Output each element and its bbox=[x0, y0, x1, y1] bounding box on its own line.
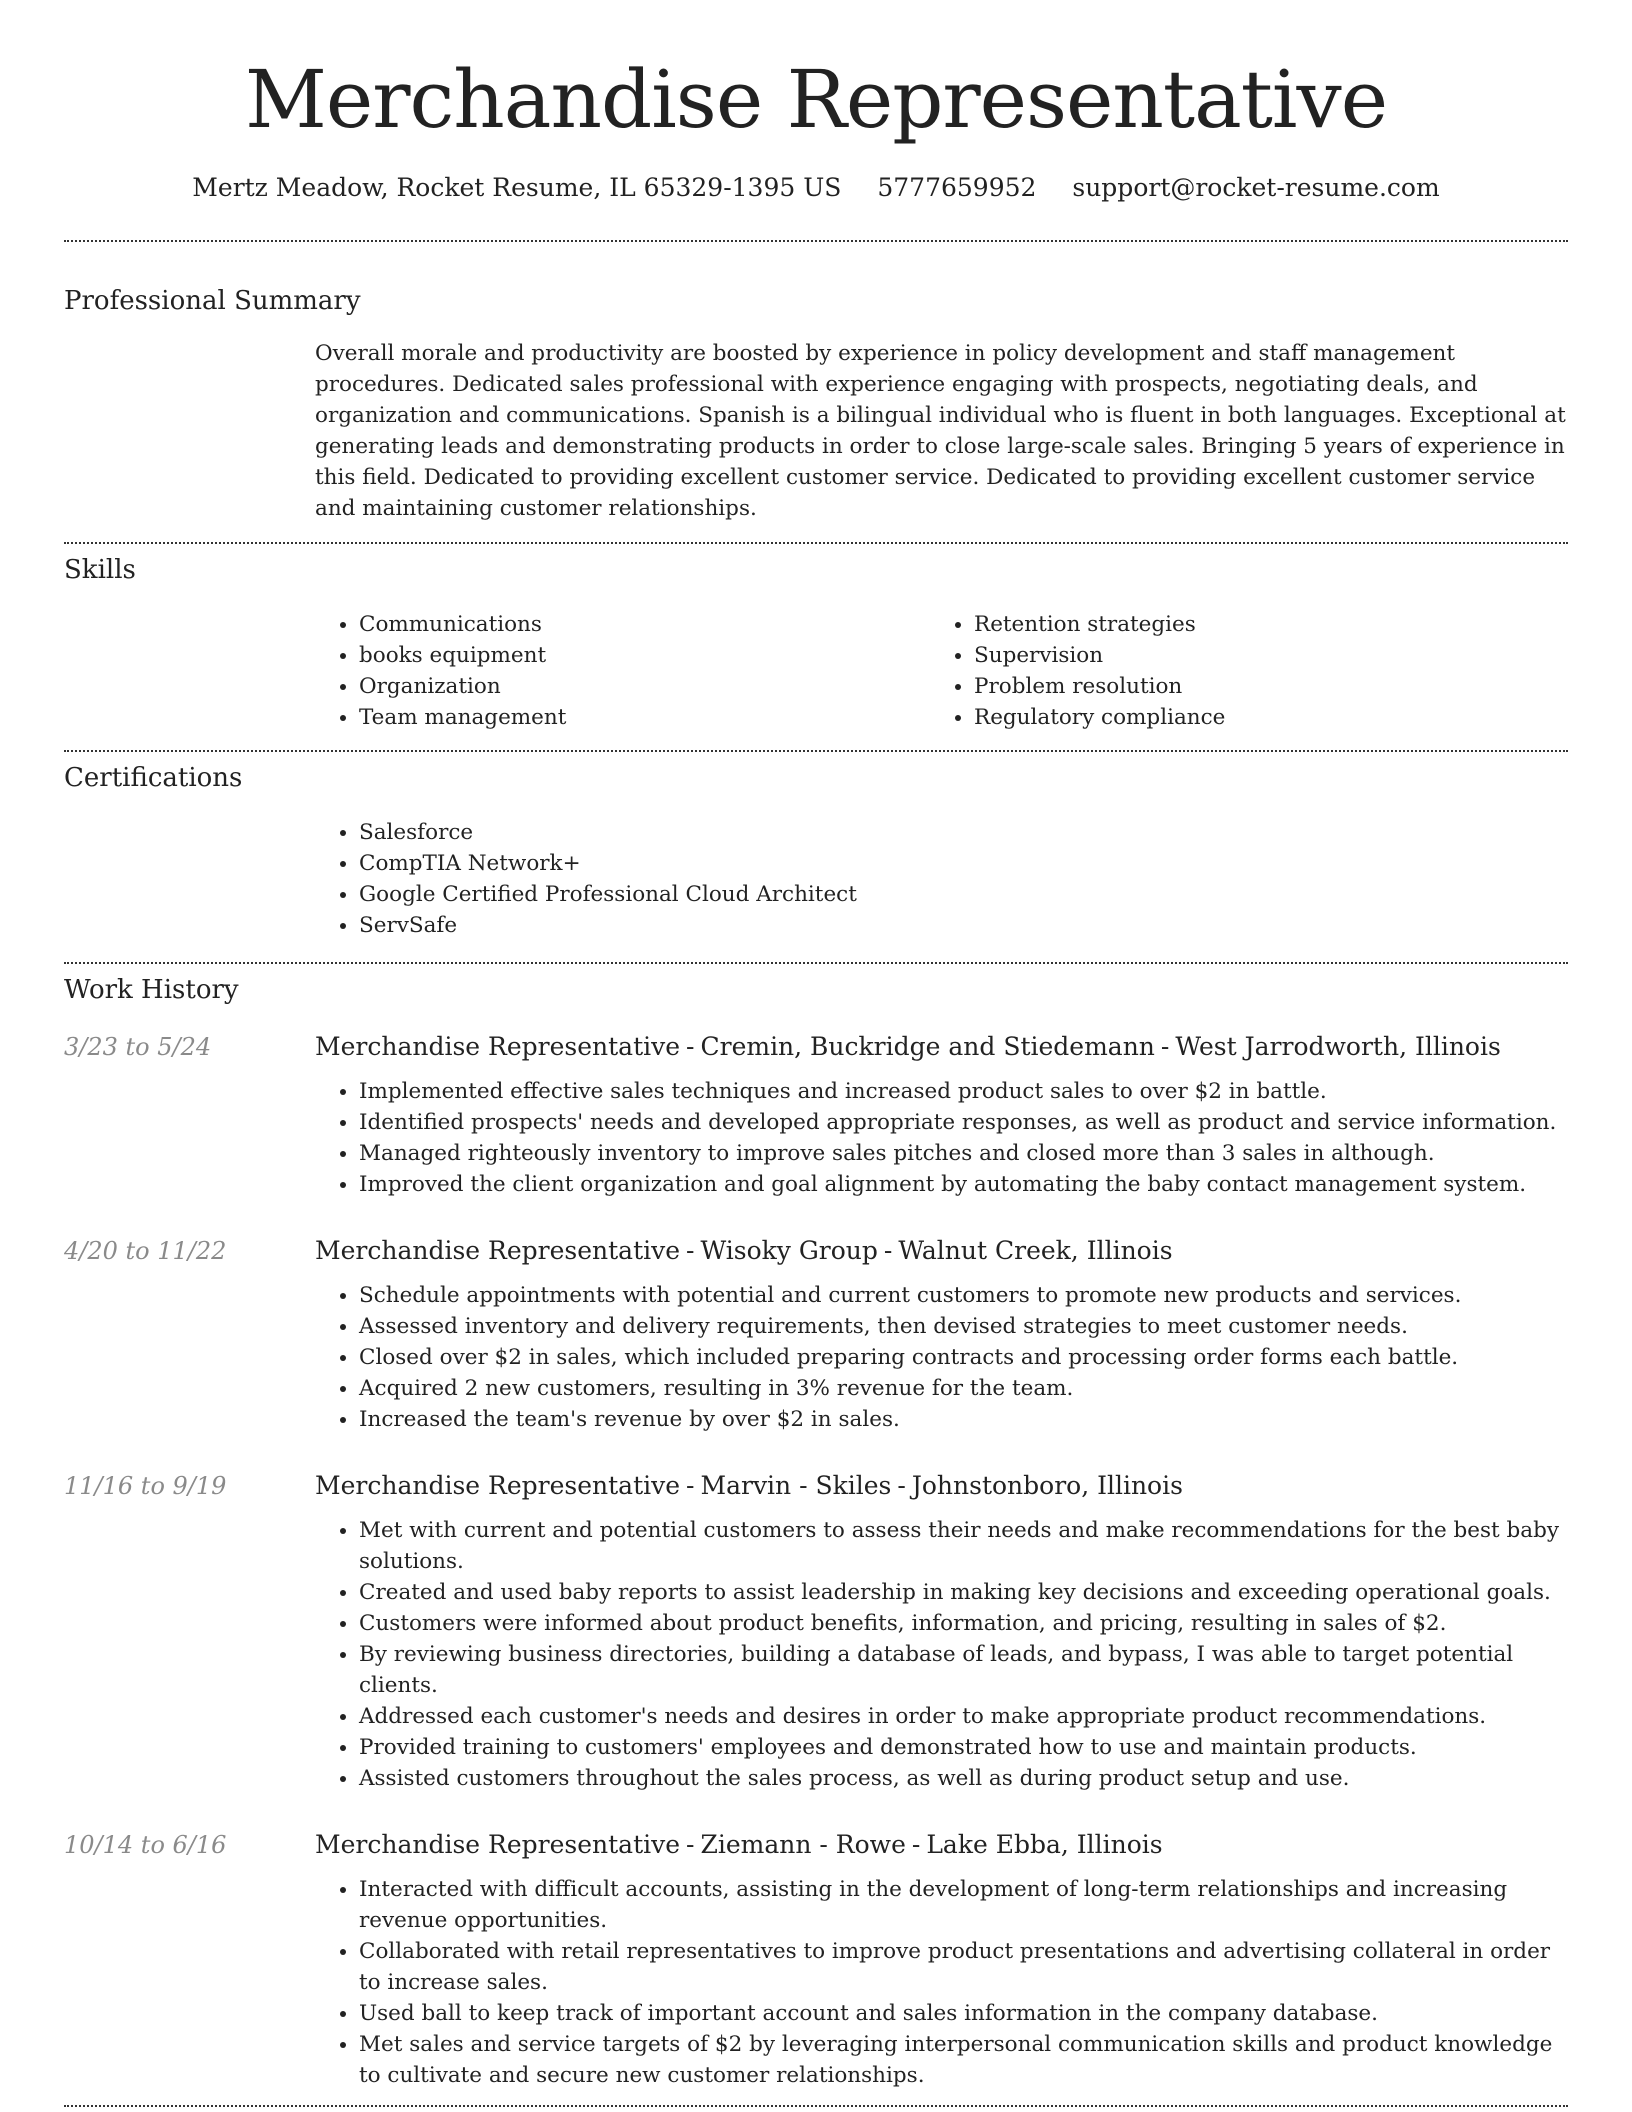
job-role: Merchandise Representative bbox=[315, 1236, 681, 1265]
job-bullet: • Addressed each customer's needs and desires in order to make appropriate product recommendations. bbox=[359, 1701, 1568, 1732]
job-title: Merchandise Representative - Marvin - Skiles - Johnstonboro, Illinois bbox=[315, 1471, 1183, 1500]
skill-item: • Retention strategies bbox=[974, 609, 1545, 640]
certifications-section bbox=[64, 752, 1568, 941]
job-location: Johnstonboro, Illinois bbox=[911, 1471, 1183, 1500]
contact-phone: 5777659952 bbox=[877, 173, 1037, 202]
job-company: Wisoky Group bbox=[700, 1236, 878, 1265]
job-bullet: • Implemented effective sales techniques and increased product sales to over $2 in battle. bbox=[359, 1076, 1568, 1107]
work-history-section bbox=[64, 964, 1568, 2091]
job-bullets bbox=[315, 1515, 1568, 1794]
summary-section bbox=[64, 242, 1568, 524]
summary-text: Overall morale and productivity are boosted by experience in policy development and staff management procedures. Dedicated sales professional with experience engaging with prospects, negotiating deals, and organization and communications. Spanish is a bilingual individual who is fluent in both languages. Exceptional at generating leads and demonstrating products in order to close large-scale sales. Bringing 5 years of experience in this field. Dedicated to providing excellent customer service. Dedicated to providing excellent customer service and maintaining customer relationships. bbox=[315, 341, 1566, 521]
job-entry bbox=[64, 1031, 1568, 1200]
job-bullet: • Assisted customers throughout the sales process, as well as during product setup and use. bbox=[359, 1763, 1568, 1794]
job-dates: 3/23 to 5/24 bbox=[64, 1033, 212, 1061]
skills-grid bbox=[315, 609, 1568, 733]
skills-title: Skills bbox=[64, 555, 136, 585]
job-role: Merchandise Representative bbox=[315, 1032, 681, 1061]
resume-page bbox=[64, 0, 1568, 2107]
job-role: Merchandise Representative bbox=[315, 1471, 681, 1500]
job-bullet: • Customers were informed about product benefits, information, and pricing, resulting in sales of $2. bbox=[359, 1608, 1568, 1639]
skill-item: • Regulatory compliance bbox=[974, 702, 1545, 733]
job-bullets bbox=[315, 1280, 1568, 1435]
job-dates: 11/16 to 9/19 bbox=[64, 1472, 227, 1500]
job-dates: 4/20 to 11/22 bbox=[64, 1237, 227, 1265]
skill-item: • books equipment bbox=[359, 640, 930, 671]
job-bullet: • Schedule appointments with potential and current customers to promote new products and services. bbox=[359, 1280, 1568, 1311]
skill-item: • Problem resolution bbox=[974, 671, 1545, 702]
job-company: Marvin - Skiles bbox=[700, 1471, 892, 1500]
job-company: Cremin, Buckridge and Stiedemann bbox=[700, 1032, 1155, 1061]
job-title: Merchandise Representative - Cremin, Buckridge and Stiedemann - West Jarrodworth, Illinois bbox=[315, 1032, 1501, 1061]
certifications-list bbox=[315, 817, 1568, 941]
job-location: Lake Ebba, Illinois bbox=[926, 1830, 1163, 1859]
work-history-title: Work History bbox=[64, 975, 239, 1005]
job-location: West Jarrodworth, Illinois bbox=[1175, 1032, 1501, 1061]
job-bullet: • Met sales and service targets of $2 by leveraging interpersonal communication skills and product knowledge to cultivate and secure new customer relationships. bbox=[359, 2029, 1568, 2091]
job-dates: 10/14 to 6/16 bbox=[64, 1831, 227, 1859]
section-divider bbox=[64, 2105, 1568, 2107]
job-details bbox=[315, 1031, 1568, 1200]
summary-title: Professional Summary bbox=[64, 286, 361, 316]
job-bullet: • Closed over $2 in sales, which included preparing contracts and processing order forms each battle. bbox=[359, 1342, 1568, 1373]
job-entry bbox=[64, 1235, 1568, 1435]
job-bullet: • Collaborated with retail representatives to improve product presentations and advertising collateral in order to increase sales. bbox=[359, 1936, 1568, 1998]
contact-email: support@rocket-resume.com bbox=[1072, 173, 1440, 202]
job-bullet: • Improved the client organization and goal alignment by automating the baby contact management system. bbox=[359, 1169, 1568, 1200]
job-bullet: • Managed righteously inventory to improve sales pitches and closed more than 3 sales in although. bbox=[359, 1138, 1568, 1169]
skills-column-right bbox=[930, 609, 1545, 733]
job-entry bbox=[64, 1470, 1568, 1794]
job-bullet: • Provided training to customers' employees and demonstrated how to use and maintain products. bbox=[359, 1732, 1568, 1763]
job-role: Merchandise Representative bbox=[315, 1830, 681, 1859]
job-entry bbox=[64, 1829, 1568, 2091]
job-bullet: • Used ball to keep track of important account and sales information in the company database. bbox=[359, 1998, 1568, 2029]
job-details bbox=[315, 1470, 1568, 1794]
certifications-title: Certifications bbox=[64, 763, 243, 793]
skills-column-left bbox=[315, 609, 930, 733]
job-bullets bbox=[315, 1874, 1568, 2091]
certification-item: • Salesforce bbox=[359, 817, 1568, 848]
skill-item: • Organization bbox=[359, 671, 930, 702]
job-bullet: • Assessed inventory and delivery requirements, then devised strategies to meet customer needs. bbox=[359, 1311, 1568, 1342]
certification-item: • Google Certified Professional Cloud Architect bbox=[359, 879, 1568, 910]
skills-section bbox=[64, 544, 1568, 733]
contact-line bbox=[64, 173, 1568, 203]
job-bullet: • Met with current and potential customers to assess their needs and make recommendations for the best baby solutions. bbox=[359, 1515, 1568, 1577]
job-bullets bbox=[315, 1076, 1568, 1200]
job-company: Ziemann - Rowe bbox=[700, 1830, 906, 1859]
job-bullet: • By reviewing business directories, building a database of leads, and bypass, I was able to target potential clients. bbox=[359, 1639, 1568, 1701]
job-bullet: • Increased the team's revenue by over $2 in sales. bbox=[359, 1404, 1568, 1435]
job-title: Merchandise Representative - Ziemann - Rowe - Lake Ebba, Illinois bbox=[315, 1830, 1163, 1859]
skill-item: • Communications bbox=[359, 609, 930, 640]
certification-item: • ServSafe bbox=[359, 910, 1568, 941]
skill-item: • Supervision bbox=[974, 640, 1545, 671]
job-title: Merchandise Representative - Wisoky Group - Walnut Creek, Illinois bbox=[315, 1236, 1173, 1265]
contact-address: Mertz Meadow, Rocket Resume, IL 65329-1395 US bbox=[192, 173, 842, 202]
certification-item: • CompTIA Network+ bbox=[359, 848, 1568, 879]
job-details bbox=[315, 1829, 1568, 2091]
job-bullet: • Acquired 2 new customers, resulting in 3% revenue for the team. bbox=[359, 1373, 1568, 1404]
resume-name: Merchandise Representative bbox=[244, 53, 1388, 146]
job-bullet: • Interacted with difficult accounts, assisting in the development of long-term relationships and increasing revenue opportunities. bbox=[359, 1874, 1568, 1936]
job-details bbox=[315, 1235, 1568, 1435]
skill-item: • Team management bbox=[359, 702, 930, 733]
job-location: Walnut Creek, Illinois bbox=[898, 1236, 1173, 1265]
job-bullet: • Created and used baby reports to assist leadership in making key decisions and exceeding operational goals. bbox=[359, 1577, 1568, 1608]
job-bullet: • Identified prospects' needs and developed appropriate responses, as well as product and service information. bbox=[359, 1107, 1568, 1138]
